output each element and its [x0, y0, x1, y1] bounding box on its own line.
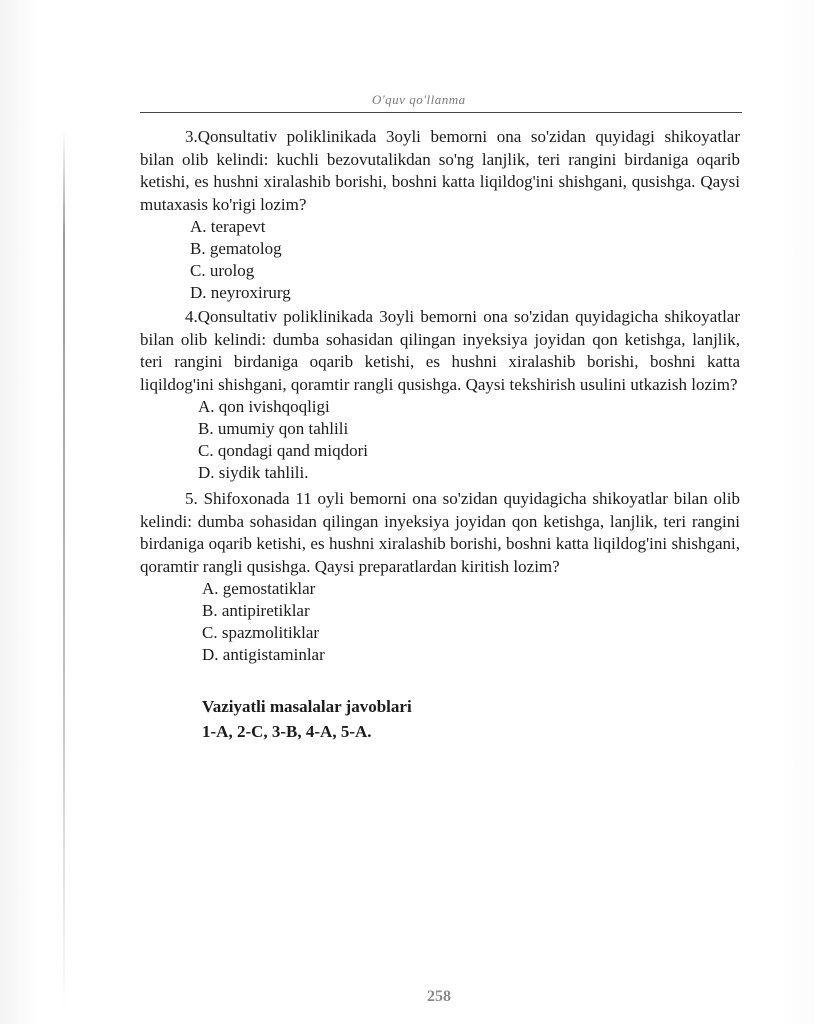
header-title: O'quv qo'llanma: [372, 92, 466, 107]
binding-edge: [63, 130, 65, 1020]
question-4-text: 4.Qonsultativ poliklinikada 3oyli bemorni ona so'zidan quyidagicha shikoyatlar bilan olib kelindi: dumba sohasidan qilingan inyeksiya joyidan qon ketishga, lanjlik, teri rangini birdaniga oqarib ketishi, es hushni xiralashib borishi, boshni katta liqildog'ini shishgani, qoramtir rangli qusishga. Qaysi tekshirish usulini utkazish lozim?: [140, 307, 740, 394]
option-d: D. siydik tahlili.: [198, 463, 309, 482]
option-a: A. gemostatiklar: [202, 579, 316, 598]
option-d: D. neyroxirurg: [190, 283, 291, 302]
question-3-options: [140, 216, 740, 304]
page-number: 258: [427, 988, 451, 1005]
answer-key-heading: Vaziyatli masalalar javoblari: [202, 697, 412, 716]
running-header: [140, 86, 742, 116]
question-5-options: [140, 578, 740, 666]
option-c: C. urolog: [190, 261, 255, 280]
question-3: [140, 126, 740, 304]
question-3-text: 3.Qonsultativ poliklinikada 3oyli bemorni ona so'zidan quyidagi shikoyatlar bilan olib kelindi: kuchli bezovutalikdan so'ng lanjlik, teri rangini birdaniga oqarib ketishi, es hushni xiralashib borishi, boshni katta liqildog'ini shishgani, qusishga. Qaysi mutaxasis ko'rigi lozim?: [140, 127, 740, 214]
option-a: A. qon ivishqoqligi: [198, 397, 330, 416]
page-content: [140, 126, 740, 744]
header-rule: [140, 112, 742, 113]
question-5-text: 5. Shifoxonada 11 oyli bemorni ona so'zidan quyidagicha shikoyatlar bilan olib kelindi: dumba sohasidan qilingan inyeksiya joyidan qon ketishga, lanjlik, teri rangini birdaniga oqarib ketishi, es hushni xiralashib borishi, boshni katta liqildog'ini shishgani, qoramtir rangli qusishga. Qaysi preparatlardan kiritish lozim?: [140, 489, 740, 576]
answer-key: [140, 694, 740, 744]
question-4: [140, 306, 740, 484]
option-b: B. gematolog: [190, 239, 282, 258]
question-4-options: [140, 396, 740, 484]
option-b: B. umumiy qon tahlili: [198, 419, 349, 438]
option-c: C. qondagi qand miqdori: [198, 441, 368, 460]
option-b: B. antipiretiklar: [202, 601, 310, 620]
option-d: D. antigistaminlar: [202, 645, 325, 664]
answer-key-values: 1-A, 2-C, 3-B, 4-A, 5-A.: [202, 722, 372, 741]
option-a: A. terapevt: [190, 217, 266, 236]
option-c: C. spazmolitiklar: [202, 623, 320, 642]
question-5: [140, 488, 740, 666]
